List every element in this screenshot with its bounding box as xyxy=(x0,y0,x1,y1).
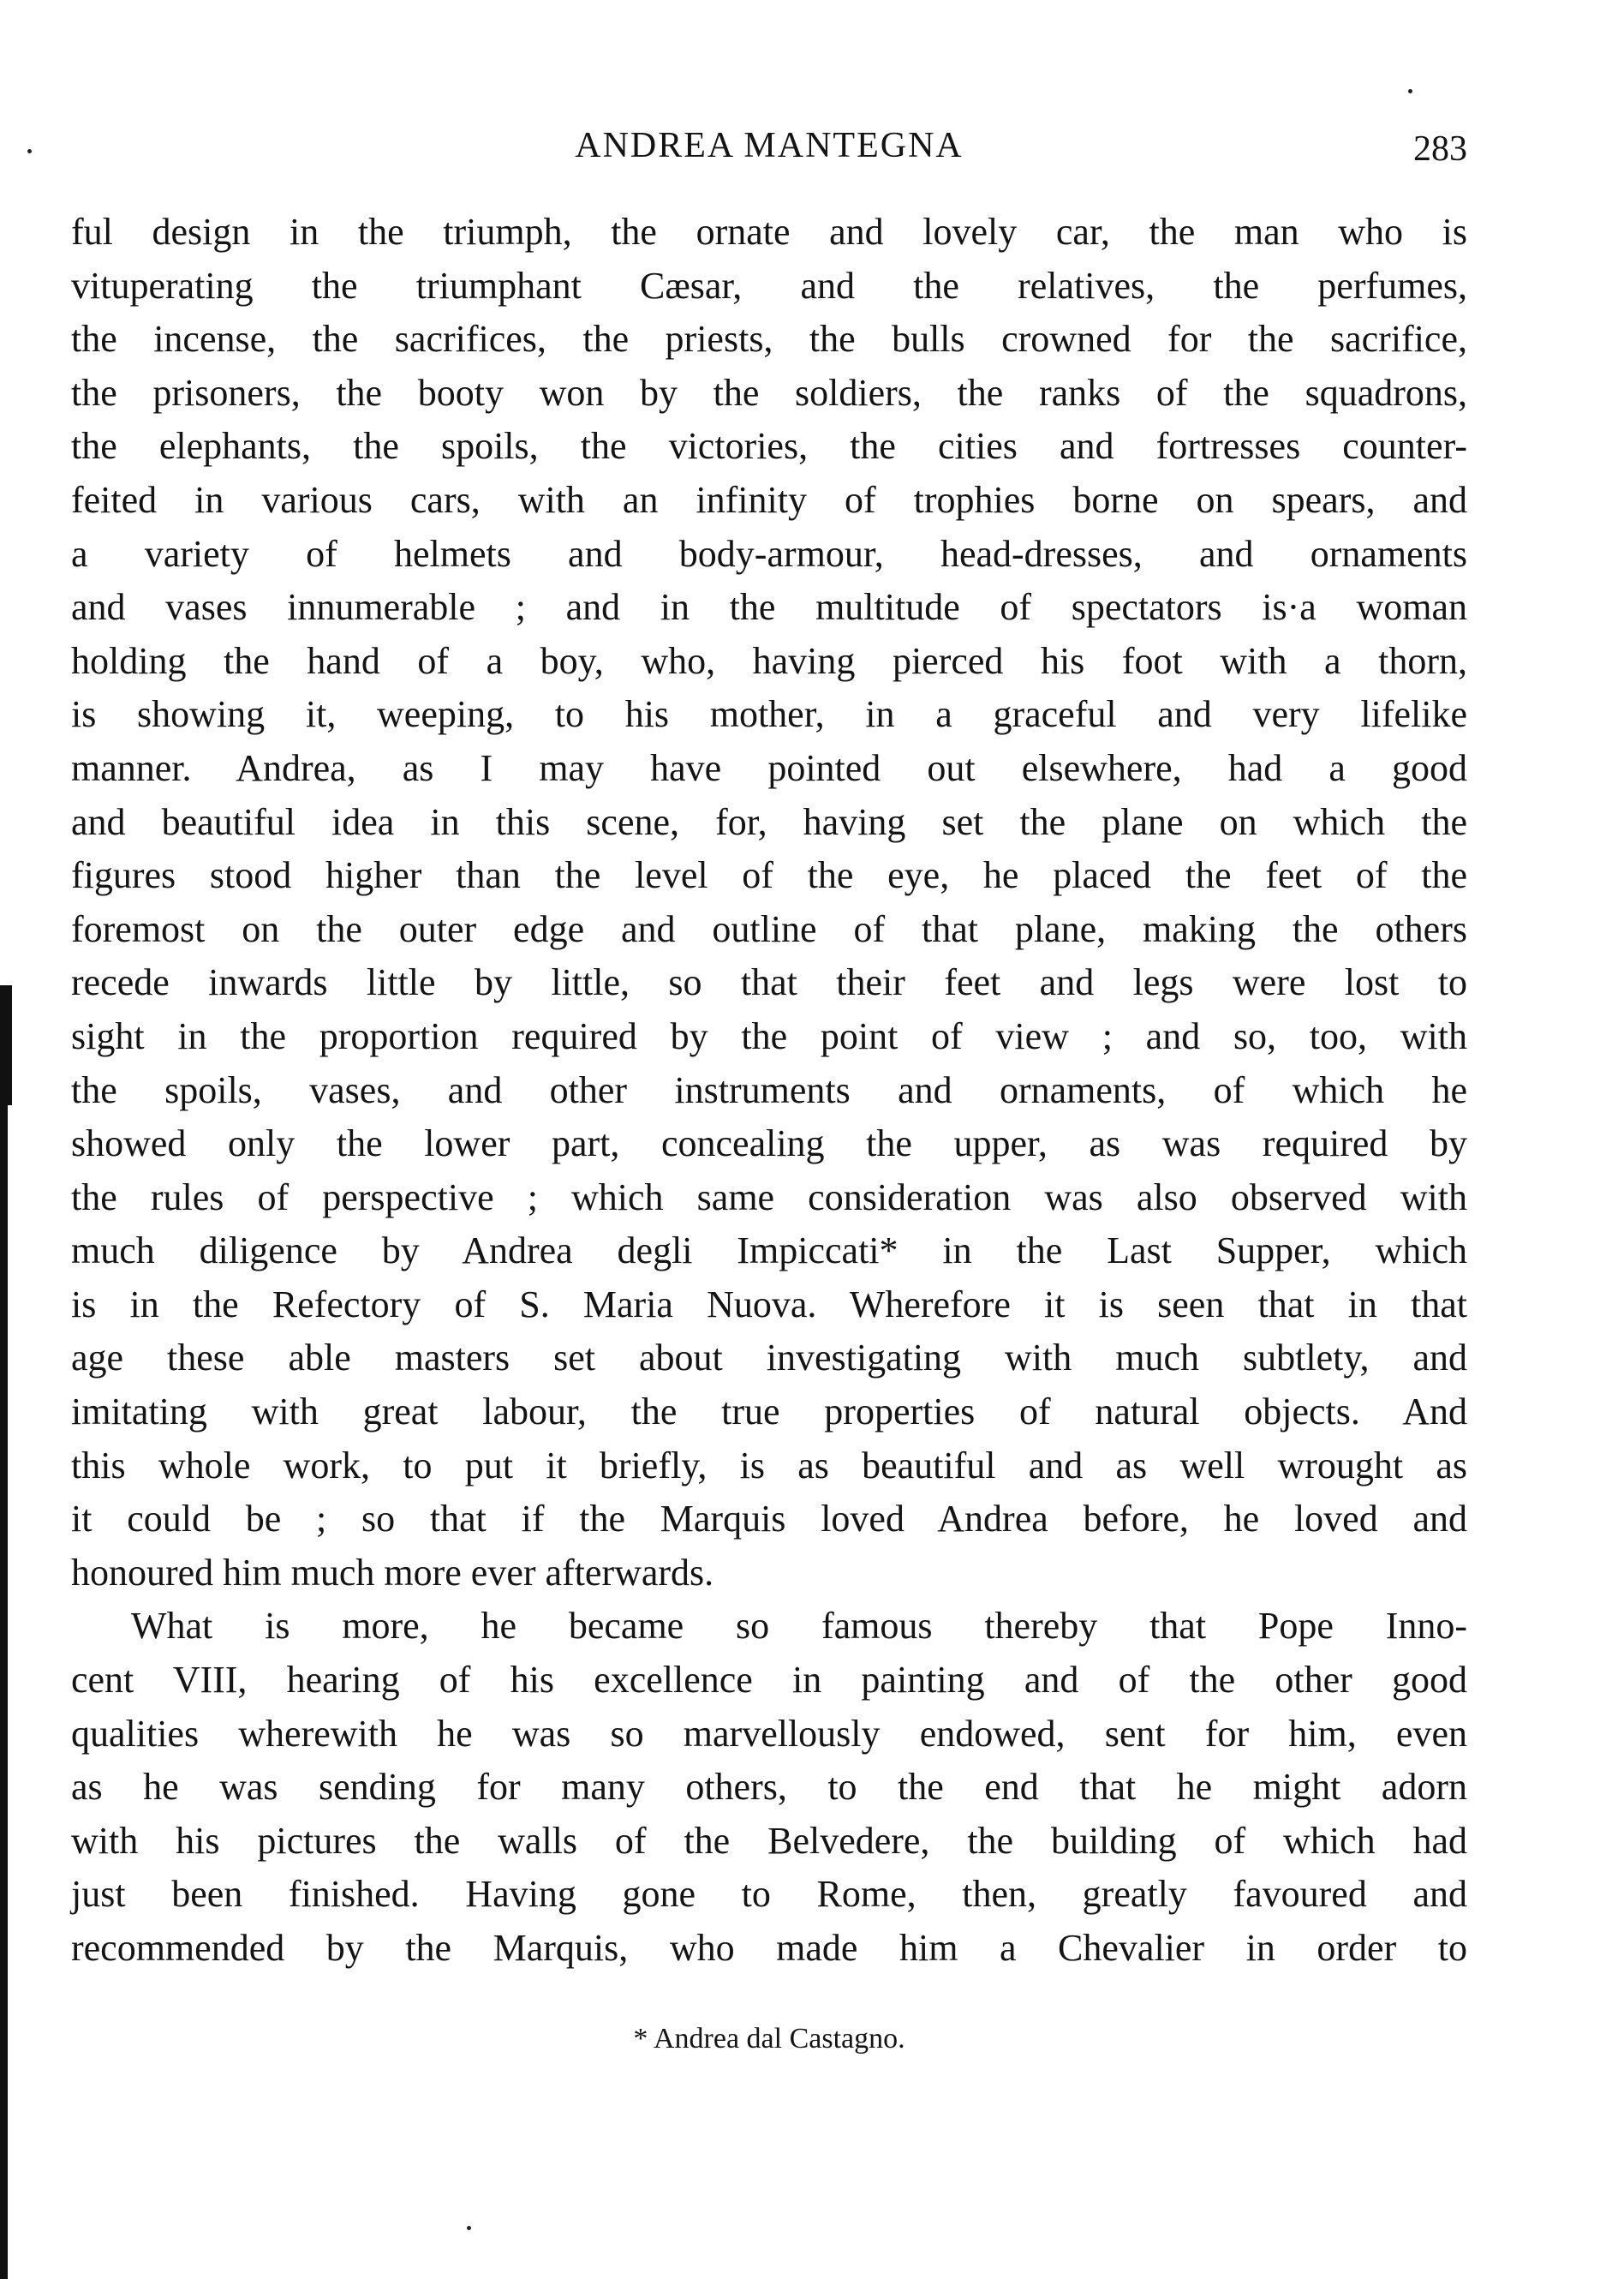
page-number: 283 xyxy=(1413,129,1467,169)
text-line: vituperating the triumphant Cæsar, and the relatives, the perfumes, xyxy=(71,264,1467,307)
text-line: is in the Refectory of S. Maria Nuova. Wherefore it is seen that in that xyxy=(71,1283,1467,1325)
text-line: showed only the lower part, concealing the upper, as was required by xyxy=(71,1122,1467,1165)
scan-speck xyxy=(467,2226,471,2230)
scan-edge-notch xyxy=(7,985,12,1105)
running-head xyxy=(71,120,1467,171)
footnote: * Andrea dal Castagno. xyxy=(633,2023,905,2055)
text-line: the spoils, vases, and other instruments and ornaments, of which he xyxy=(71,1068,1467,1111)
text-line: qualities wherewith he was so marvellously endowed, sent for him, even xyxy=(71,1712,1467,1755)
text-line: age these able masters set about investigating with much subtlety, and xyxy=(71,1337,1467,1379)
text-line: it could be ; so that if the Marquis loved Andrea before, he loved and xyxy=(71,1498,1467,1540)
text-line: this whole work, to put it briefly, is as beautiful and as well wrought as xyxy=(71,1444,1467,1486)
text-line: recede inwards little by little, so that their feet and legs were lost to xyxy=(71,961,1467,1004)
text-line: foremost on the outer edge and outline of that plane, making the others xyxy=(71,907,1467,950)
text-line: as he was sending for many others, to the end that he might adorn xyxy=(71,1766,1467,1809)
text-line: just been finished. Having gone to Rome, then, greatly favoured and xyxy=(71,1873,1467,1916)
body-text xyxy=(71,206,1467,1976)
text-line: is showing it, weeping, to his mother, in a graceful and very lifelike xyxy=(71,693,1467,736)
text-line: figures stood higher than the level of the eye, he placed the feet of the xyxy=(71,854,1467,897)
text-line: the elephants, the spoils, the victories, the cities and fortresses counter- xyxy=(71,425,1467,468)
text-line: the rules of perspective ; which same consideration was also observed with xyxy=(71,1175,1467,1218)
text-line: a variety of helmets and body-armour, head-dresses, and ornaments xyxy=(71,532,1467,575)
text-line: recommended by the Marquis, who made him a Chevalier in order to xyxy=(71,1927,1467,1969)
text-line: What is more, he became so famous thereby that Pope Inno- xyxy=(131,1605,1467,1648)
text-line: manner. Andrea, as I may have pointed out elsewhere, had a good xyxy=(71,746,1467,789)
scan-edge-shadow xyxy=(0,985,8,2279)
text-line: cent VIII, hearing of his excellence in painting and of the other good xyxy=(71,1659,1467,1702)
text-line: ful design in the triumph, the ornate and lovely car, the man who is xyxy=(71,211,1467,253)
running-title: ANDREA MANTEGNA xyxy=(575,126,964,165)
text-line: and vases innumerable ; and in the multitude of spectators is·a woman xyxy=(71,586,1467,629)
text-line: imitating with great labour, the true properties of natural objects. And xyxy=(71,1391,1467,1433)
scan-speck xyxy=(27,149,32,153)
text-line: sight in the proportion required by the point of view ; and so, too, with xyxy=(71,1014,1467,1057)
text-line: honoured him much more ever afterwards. xyxy=(71,1551,714,1594)
paragraph xyxy=(71,206,1467,1600)
text-line: feited in various cars, with an infinity of trophies borne on spears, and xyxy=(71,478,1467,521)
text-line: and beautiful idea in this scene, for, having set the plane on which the xyxy=(71,800,1467,843)
text-line: with his pictures the walls of the Belvedere, the building of which had xyxy=(71,1819,1467,1862)
paragraph xyxy=(71,1600,1467,1975)
text-line: the prisoners, the booty won by the soldiers, the ranks of the squadrons, xyxy=(71,371,1467,414)
text-line: holding the hand of a boy, who, having pierced his foot with a thorn, xyxy=(71,639,1467,682)
scan-speck xyxy=(1408,89,1412,93)
text-line: much diligence by Andrea degli Impiccati* in the Last Supper, which xyxy=(71,1229,1467,1272)
text-line: the incense, the sacrifices, the priests, the bulls crowned for the sacrifice, xyxy=(71,318,1467,361)
